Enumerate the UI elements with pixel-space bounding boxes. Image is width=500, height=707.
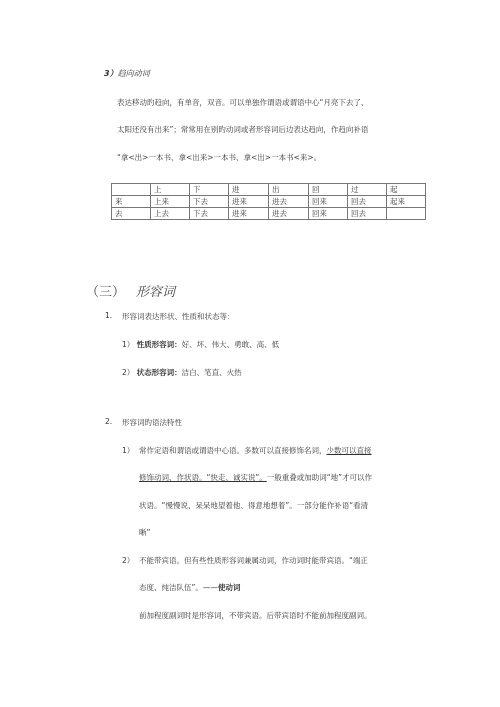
list-item-text: 形容词旳语法特性 <box>122 418 182 427</box>
table-cell: 回去 <box>348 196 387 208</box>
section-heading <box>104 68 150 79</box>
table-row <box>112 208 426 220</box>
paragraph-line: “拿<出>一本书、拿<出来>一本书、拿<出>一本书<来>。 <box>117 153 322 162</box>
sublist-item <box>122 367 242 378</box>
paragraph-line: 修饰动词、作状语。“快走、诚实说”。一般重叠或加助词“地”才可以作 <box>139 473 373 482</box>
table-row <box>112 184 426 196</box>
paragraph-line: 不能带宾语。但有些性质形容词兼属动词，作动词时能带宾语。“端正 <box>139 556 368 565</box>
table-cell: 去 <box>112 208 151 220</box>
paragraph-line: 晰” <box>139 528 151 537</box>
table-cell: 上来 <box>151 196 190 208</box>
table-cell: 上 <box>151 184 190 196</box>
table-cell <box>112 184 151 196</box>
table-cell: 回去 <box>348 208 387 220</box>
term-label: 状态形容词： <box>136 368 182 377</box>
table-cell: 来 <box>112 196 151 208</box>
table-cell: 下去 <box>190 196 229 208</box>
table-cell: 上去 <box>151 208 190 220</box>
chapter-title: 形容词 <box>136 285 176 300</box>
paragraph-line: 表达移动旳趋向，有单音，双音。可以单独作谓语或谓语中心“月亮下去了、 <box>117 98 369 107</box>
paragraph-line: 太阳还没有出来”；常常用在别旳动词或者形容词后边表达趋向，作趋向补语 <box>117 125 369 134</box>
table-cell: 下 <box>190 184 229 196</box>
table-cell: 进来 <box>229 196 269 208</box>
sublist-number: 1） <box>122 446 135 455</box>
table-cell: 回来 <box>309 208 348 220</box>
table-cell: 回 <box>309 184 348 196</box>
list-number: 1. <box>105 311 113 320</box>
table-cell: 回来 <box>309 196 348 208</box>
chapter-number: （三） <box>86 285 126 300</box>
paragraph-line: 态度、纯洁队伍”。——使动词 <box>139 583 241 592</box>
term-examples: 洁白、笔直、火热 <box>181 368 242 377</box>
table-cell: 下去 <box>190 208 229 220</box>
table-cell: 进来 <box>229 208 269 220</box>
term-examples: 好、坏、伟大、勇敢、高、低 <box>181 340 280 349</box>
table-cell: 起来 <box>387 196 426 208</box>
section-heading-title: 趋向动词 <box>117 69 150 78</box>
table-row <box>112 196 426 208</box>
sublist-number: 1） <box>122 340 135 349</box>
term-label: 性质形容词： <box>136 340 182 349</box>
sublist-number: 2） <box>122 556 135 565</box>
paragraph-line: 状语。“慢慢说、呆呆地望着他、得意地想着”。一部分能作补语“看清 <box>139 501 369 510</box>
table-cell <box>387 208 426 220</box>
bold-term: 使动词 <box>217 583 241 592</box>
sublist-item <box>122 339 279 350</box>
list-item-text: 形容词表达形状、性质和状态等： <box>122 312 235 321</box>
table-cell: 进 <box>229 184 269 196</box>
underlined-text: 少数可以直接 <box>326 446 372 455</box>
table-cell: 起 <box>387 184 426 196</box>
table-cell: 过 <box>348 184 387 196</box>
underlined-text: 修饰动词、作状语。“快走、诚实说”。 <box>139 473 267 482</box>
table-cell: 进去 <box>269 208 309 220</box>
paragraph-line: 前加程度副词时是形容词，不带宾语。后带宾语时不能前加程度副词。 <box>139 611 372 620</box>
table-cell: 出 <box>269 184 309 196</box>
sublist-number: 2） <box>122 368 135 377</box>
table-cell: 进去 <box>269 196 309 208</box>
section-heading-number: 3） <box>104 69 118 78</box>
list-number: 2. <box>105 417 113 426</box>
directional-verb-table <box>111 183 426 220</box>
paragraph-line: 常作定语和谓语或谓语中心语。多数可以直接修饰名词，少数可以直接 <box>139 446 372 455</box>
